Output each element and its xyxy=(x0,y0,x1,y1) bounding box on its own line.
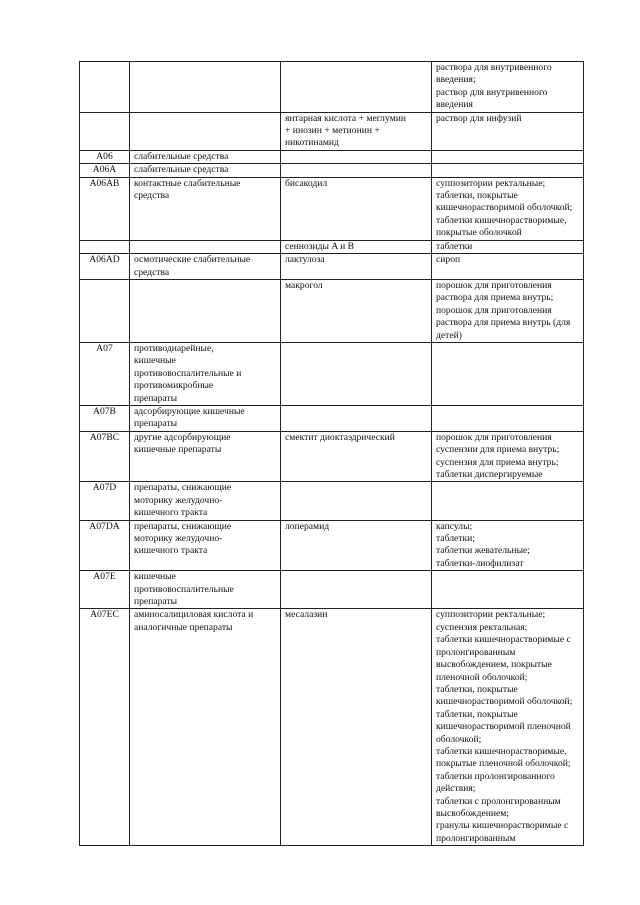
table-row xyxy=(80,520,584,571)
atc-code-cell xyxy=(80,279,130,342)
dosage-forms-cell xyxy=(432,342,584,405)
substance-cell xyxy=(281,150,432,163)
group-cell: кишечные противовоспалительные препараты xyxy=(130,571,281,609)
table-row xyxy=(80,150,584,163)
group-cell: другие адсорбирующие кишечные препараты xyxy=(130,431,281,482)
table-row xyxy=(80,164,584,177)
atc-code-cell: A07 xyxy=(80,342,130,405)
group-cell: аминосалициловая кислота и аналогичные препараты xyxy=(130,609,281,846)
group-cell: слабительные средства xyxy=(130,164,281,177)
dosage-forms-cell xyxy=(432,150,584,163)
drug-classification-table xyxy=(79,61,584,846)
substance-cell: бисакодил xyxy=(281,177,432,240)
atc-code-cell: A06AB xyxy=(80,177,130,240)
substance-cell: лактулоза xyxy=(281,254,432,280)
dosage-forms-cell: суппозитории ректальные; суспензия ректальная; таблетки кишечнорастворимые с пролонгированным высвобождением, покрытые пленочной оболочкой; таблетки, покрытые кишечнорастворимой оболочкой; таблетки, покрытые кишечнорастворимой пленочной оболочкой; таблетки кишечнорастворимые, покрытые пленочной оболочкой; таблетки пролонгированного действия; таблетки с пролонгированным высвобождением; гранулы кишечнорастворимые с пролонгированным xyxy=(432,609,584,846)
atc-code-cell xyxy=(80,62,130,113)
substance-cell xyxy=(281,571,432,609)
table-row xyxy=(80,571,584,609)
substance-cell xyxy=(281,482,432,520)
substance-cell: янтарная кислота + меглумин + инозин + метионин + никотинамид xyxy=(281,112,432,150)
atc-code-cell: A07BC xyxy=(80,431,130,482)
substance-cell: смектит диоктаэдрический xyxy=(281,431,432,482)
substance-cell xyxy=(281,342,432,405)
substance-cell xyxy=(281,164,432,177)
substance-cell xyxy=(281,62,432,113)
group-cell xyxy=(130,112,281,150)
group-cell: препараты, снижающие моторику желудочно- кишечного тракта xyxy=(130,520,281,571)
atc-code-cell: A07EC xyxy=(80,609,130,846)
table-row xyxy=(80,240,584,253)
group-cell: противодиарейные, кишечные противовоспалительные и противомикробные препараты xyxy=(130,342,281,405)
dosage-forms-cell xyxy=(432,164,584,177)
dosage-forms-cell: капсулы; таблетки; таблетки жевательные; таблетки-лиофилизат xyxy=(432,520,584,571)
table-row xyxy=(80,482,584,520)
table-row xyxy=(80,405,584,431)
dosage-forms-cell: раствора для внутривенного введения; раствор для внутривенного введения xyxy=(432,62,584,113)
table-row xyxy=(80,342,584,405)
dosage-forms-cell: порошок для приготовления раствора для приема внутрь; порошок для приготовления раствора для приема внутрь (для детей) xyxy=(432,279,584,342)
table-row xyxy=(80,609,584,846)
atc-code-cell: A06AD xyxy=(80,254,130,280)
substance-cell: сеннозиды A и B xyxy=(281,240,432,253)
substance-cell: месалазин xyxy=(281,609,432,846)
dosage-forms-cell: таблетки xyxy=(432,240,584,253)
atc-code-cell: A07B xyxy=(80,405,130,431)
atc-code-cell xyxy=(80,240,130,253)
table-row xyxy=(80,279,584,342)
table-row xyxy=(80,254,584,280)
dosage-forms-cell xyxy=(432,482,584,520)
atc-code-cell: A07DA xyxy=(80,520,130,571)
dosage-forms-cell xyxy=(432,405,584,431)
atc-code-cell: A06 xyxy=(80,150,130,163)
group-cell: адсорбирующие кишечные препараты xyxy=(130,405,281,431)
dosage-forms-cell: раствор для инфузий xyxy=(432,112,584,150)
atc-code-cell xyxy=(80,112,130,150)
atc-code-cell: A06A xyxy=(80,164,130,177)
group-cell xyxy=(130,279,281,342)
dosage-forms-cell: сироп xyxy=(432,254,584,280)
group-cell: слабительные средства xyxy=(130,150,281,163)
table-row xyxy=(80,431,584,482)
group-cell: контактные слабительные средства xyxy=(130,177,281,240)
table-row xyxy=(80,112,584,150)
substance-cell: лоперамид xyxy=(281,520,432,571)
group-cell xyxy=(130,240,281,253)
dosage-forms-cell: суппозитории ректальные; таблетки, покрытые кишечнорастворимой оболочкой; таблетки кишечнорастворимые, покрытые оболочкой xyxy=(432,177,584,240)
group-cell: препараты, снижающие моторику желудочно- кишечного тракта xyxy=(130,482,281,520)
atc-code-cell: A07E xyxy=(80,571,130,609)
substance-cell: макрогол xyxy=(281,279,432,342)
group-cell: осмотические слабительные средства xyxy=(130,254,281,280)
table-row xyxy=(80,62,584,113)
dosage-forms-cell xyxy=(432,571,584,609)
group-cell xyxy=(130,62,281,113)
substance-cell xyxy=(281,405,432,431)
table-row xyxy=(80,177,584,240)
atc-code-cell: A07D xyxy=(80,482,130,520)
dosage-forms-cell: порошок для приготовления суспензии для приема внутрь; суспензия для приема внутрь; таблетки диспергируемые xyxy=(432,431,584,482)
